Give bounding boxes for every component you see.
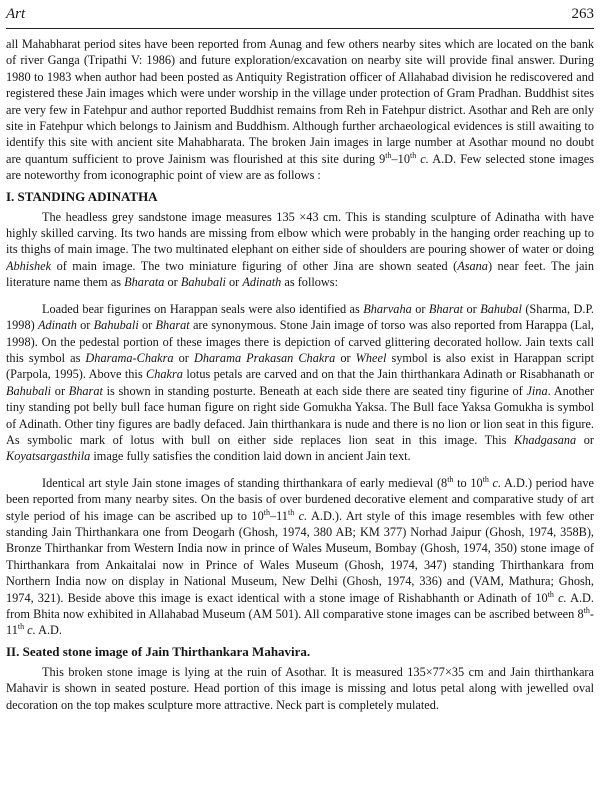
italic-term: Bahubal [480, 301, 522, 316]
text-run: or [225, 275, 243, 290]
italic-term: Bharat [428, 301, 464, 316]
superscript: th [287, 507, 295, 517]
text-run: to 10 [453, 475, 483, 490]
italic-term: Abhishek [6, 258, 52, 273]
header-rule [6, 28, 594, 29]
italic-term: Adinath [37, 318, 77, 333]
text-run: This broken stone image is lying at the ruin of Asothar. It is measured 135×77×35 cm and Jain thirthankara Mahavir is shown in seated posture. Head portion of this image is missing and lotus petal along with jewelled oval decoration on the top makes sculpture more attractive. Neck part is completely mulated. [6, 664, 594, 712]
superscript: th [447, 474, 454, 484]
text-run: or [51, 383, 69, 398]
text-run: or [576, 432, 594, 447]
text-run: image fully satisfies the condition laid down in ancient Jain text. [90, 449, 411, 464]
text-run: –10 [391, 151, 410, 166]
italic-term: Adinath [242, 275, 282, 290]
italic-term: Jina [526, 383, 548, 398]
paragraph [6, 301, 594, 465]
section-heading: I. STANDING ADINATHA [6, 188, 158, 204]
italic-term: c. [294, 508, 308, 523]
text-run: lotus petals are carved and on that the Jain thirthankara Adinath or Risabhanath or [182, 367, 594, 382]
text-run: Identical art style Jain stone images of standing thirthankara of early medieval (8 [42, 475, 448, 490]
italic-term: Koyatsargasthila [6, 449, 91, 464]
italic-term: Bharat [68, 383, 103, 398]
italic-term: Bahubali [180, 275, 226, 290]
italic-term: Bharvaha [363, 301, 412, 316]
superscript: th [409, 150, 417, 160]
paragraph [6, 664, 594, 713]
text-run: are synonymous. Stone Jain image of torso was also reported from Harappa (Lal, 1998). On the pedestal portion of these images there is depiction of carved glittering decorated hollow. Jain texts call this symbol as [6, 318, 594, 365]
italic-term: c. [488, 475, 502, 490]
text-run: . Another tiny standing pot belly bull face human figure on right side Gomukha Yaksa. The Bull face Yaksa Gomukha is symbol of Adinath. Other tiny figures are badly defaced. Jain thirthankara is nude and there is no lion or lion seat in this figure. As symbolic mark of lotus with bull on either side replaces lion seat in this image. This [6, 383, 594, 447]
italic-term: Asana [457, 258, 488, 273]
text-run: A.D. [35, 623, 62, 638]
italic-term: Khadgasana [514, 432, 577, 447]
italic-term: Bahubali [6, 383, 52, 398]
text-run: or [173, 350, 194, 365]
italic-term: Bharat [155, 318, 190, 333]
section-heading: II. Seated stone image of Jain Thirthankara Mahavira. [6, 643, 311, 659]
italic-term: c. [553, 590, 567, 605]
superscript: th [263, 507, 270, 517]
text-run: The headless grey sandstone image measures 135 ×43 cm. This is standing sculpture of Adinatha with have highly skilled carving. Its two hands are missing from elbow which were probably in the hanging order reaching up to its thighs of main image. The two multinated elephant on either side of shoulders are pouring shower of water or doing [6, 209, 594, 257]
text-run: Loaded bear figurines on Harappan seals were also identified as [42, 301, 364, 316]
italic-term: Chakra [146, 367, 183, 382]
text-run: or [411, 301, 429, 316]
text-run: or [138, 318, 156, 333]
italic-term: Bahubali [93, 318, 139, 333]
text-run: -11 [6, 607, 594, 638]
text-run: A.D.) period have been reported from many nearby sites. On the basis of over burdened decorative element and comparative study of art style period of his image can be ascribed up to 10 [6, 475, 594, 523]
text-run: or [463, 301, 481, 316]
text-run: symbol is also exist in Harappan script (Parpola, 1995). Above this [6, 350, 594, 382]
text-run: all Mahabharat period sites have been reported from Aunag and few others nearby sites which are located on the bank of river Ganga (Tripathi V: 1986) and future exploration/excavation on nearby site will provide final answer. During 1980 to 1983 when author had been posted as Antiquity Registration officer of Allahabad division he rediscovered and registered these Jain images which were under worship in the village under protection of Gram Pradhan. Buddhist sites are very few in Fatehpur and author reported Buddhist remains from Reh in Fatehpur district. Asothar and Reh are only site in Fatehpur which belongs to Jainism and Buddhism. Although further archaeological evidences is still awaiting to identify this site with ancient site Mahabharata. The broken Jain images in large number at Asothar mound no doubt are quantum sufficient to prove Jainism was flourished at this site during 9 [6, 37, 594, 166]
superscript: th [547, 589, 554, 599]
text-run: or [335, 350, 356, 365]
text-run: or [76, 318, 94, 333]
text-run: is shown in standing posturte. Beneath at each side there are seated tiny figurine of [102, 383, 527, 398]
page-body [6, 36, 594, 785]
italic-term: Dharama-Chakra [85, 350, 174, 365]
text-run: or [164, 275, 181, 290]
running-head: Art [6, 6, 26, 22]
paragraph [6, 209, 594, 291]
superscript: th [17, 622, 25, 632]
text-run: (Sharma, D.P. 1998) [6, 301, 594, 333]
superscript: th [482, 474, 489, 484]
italic-term: Bharata [124, 275, 165, 290]
paragraph [6, 36, 594, 184]
page-number: 263 [571, 6, 594, 22]
italic-term: Dharama Prakasan Chakra [193, 350, 336, 365]
italic-term: c. [416, 151, 429, 166]
superscript: th [583, 606, 590, 615]
text-run: A.D.). Art style of this image resembles with few other standing Jain Thirthankara one from Deogarh (Ghosh, 1974, 380 AB; KM 377) Norhad Jaipur (Ghosh, 1974, 358B), Bronze Thirthankar from Western India now in prince of Wales Museum, Bombay (Ghosh, 1974, 350) stone image of Thirthankara from Ankaitalai now in Prince of Wales Museum (Ghosh, 1974, 347) standing Thirthankara from Northern India now on display in National Museum, New Delhi (Ghosh, 1974, 336) and (VAM, Mathura; Ghosh, 1974, 321). Beside above this image is exact identical with a stone image of Rishabhanth or Adinath of 10 [6, 508, 594, 605]
italic-term: c. [24, 623, 36, 638]
text-run: –11 [269, 508, 288, 523]
page-header [6, 6, 594, 28]
paragraph [6, 475, 594, 639]
text-run: A.D. from Bhita now exhibited in Allahabad Museum (AM 501). All comparative stone images can be ascribed between 8 [6, 590, 594, 621]
italic-term: Wheel [355, 350, 387, 365]
text-run: A.D. Few selected stone images are noteworthy from iconographic point of view are as follows : [6, 151, 594, 183]
superscript: th [385, 150, 392, 160]
text-run: ) near feet. The jain literature name them as [6, 258, 594, 290]
text-run: as follows: [281, 275, 339, 290]
text-run: of main image. The two miniature figuring of other Jina are shown seated ( [51, 258, 458, 273]
